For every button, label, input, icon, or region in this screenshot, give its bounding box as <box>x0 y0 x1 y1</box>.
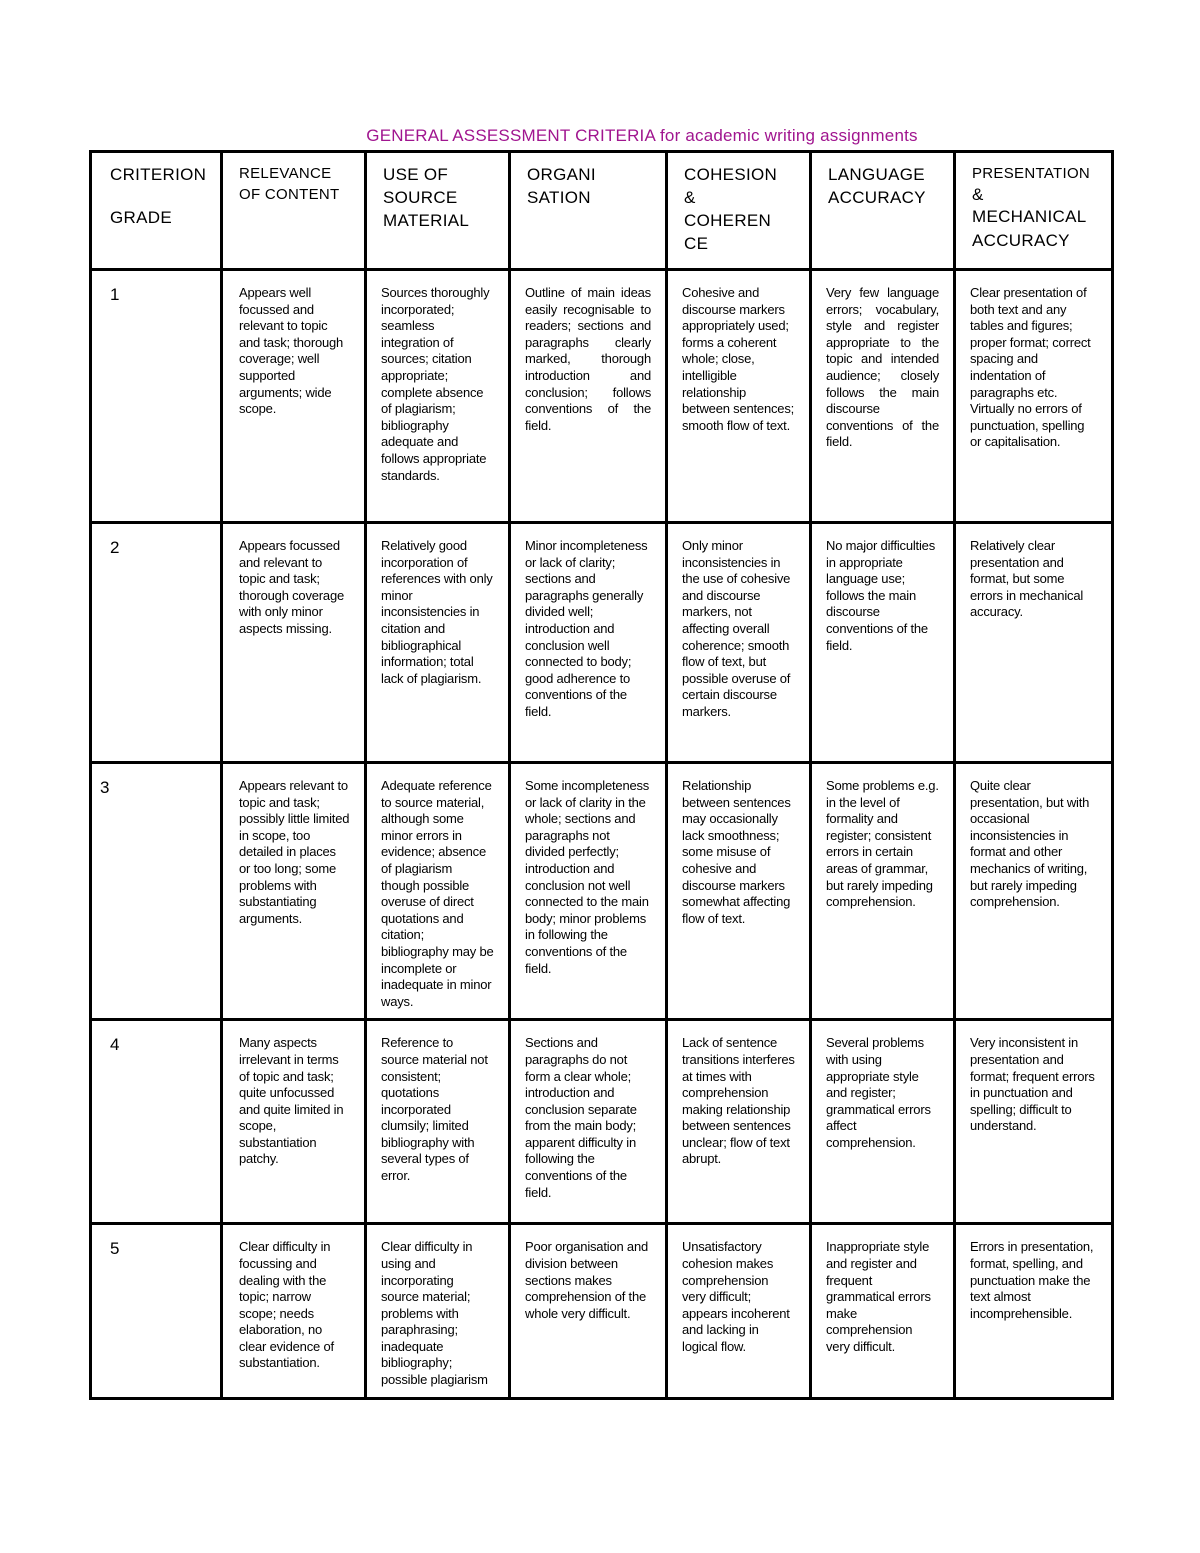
grade-value: 2 <box>110 538 120 557</box>
relevance-cell <box>222 270 366 523</box>
header-criterion: CRITERION <box>110 165 207 184</box>
cohesion-cell <box>667 763 811 1020</box>
presentation-cell <box>955 1224 1113 1398</box>
organisation-text: Minor incompleteness or lack of clarity; sections and paragraphs generally divided well; introduction and conclusion well connected to body; good adherence to conventions of the field. <box>525 538 648 719</box>
presentation-text: Relatively clear presentation and format, but some errors in mechanical accuracy. <box>970 538 1084 620</box>
source-cell <box>366 270 510 523</box>
relevance-cell <box>222 1020 366 1224</box>
header-cohesion-line1: COHESION <box>684 165 778 184</box>
header-presentation-line4: ACCURACY <box>972 231 1070 250</box>
organisation-text: Some incompleteness or lack of clarity in the whole; sections and paragraphs not divided perfectly; introduction and conclusion not well connected to the main body; minor problems in following the conventions of the field. <box>525 778 650 976</box>
language-cell <box>811 1020 955 1224</box>
header-organisation <box>510 152 667 270</box>
table-row <box>91 1020 1113 1224</box>
header-cohesion <box>667 152 811 270</box>
header-cohesion-line2: & <box>684 188 696 207</box>
language-text: No major difficulties in appropriate language use; follows the main discourse conventions of the field. <box>826 538 935 653</box>
language-cell <box>811 1224 955 1398</box>
header-language-line1: LANGUAGE <box>828 165 925 184</box>
presentation-text: Quite clear presentation, but with occasional inconsistencies in format and other mechanics of writing, but rarely impeding comprehension. <box>970 778 1090 910</box>
source-text: Relatively good incorporation of references with only minor inconsistencies in citation and bibliographical information; total lack of plagiarism. <box>381 538 493 686</box>
table-row <box>91 1224 1113 1398</box>
grade-cell <box>91 763 222 1020</box>
source-text: Clear difficulty in using and incorporating source material; problems with paraphrasing; inadequate bibliography; possible plagiarism <box>381 1239 488 1388</box>
table-row <box>91 270 1113 523</box>
relevance-text: Appears focussed and relevant to topic and task; thorough coverage with only minor aspects missing. <box>239 538 345 636</box>
relevance-cell <box>222 763 366 1020</box>
header-presentation <box>955 152 1113 270</box>
cohesion-cell <box>667 270 811 523</box>
header-source-material <box>366 152 510 270</box>
cohesion-text: Cohesive and discourse markers appropriately used; forms a coherent whole; close, intelligible relationship between sentences; smooth flow of text. <box>682 285 795 433</box>
relevance-text: Appears relevant to topic and task; possibly little limited in scope, too detailed in places or too long; some problems with substantiating arguments. <box>239 778 350 926</box>
grade-value: 1 <box>110 285 120 304</box>
relevance-text: Clear difficulty in focussing and dealing with the topic; narrow scope; needs elaboration, no clear evidence of substantiation. <box>239 1239 334 1371</box>
cohesion-text: Relationship between sentences may occasionally lack smoothness; some misuse of cohesive and discourse markers somewhat affecting flow of text. <box>682 778 791 926</box>
language-text: Very few language errors; vocabulary, style and register appropriate to the topic and intended audience; closely follows the main discourse conventions of the field. <box>826 285 939 450</box>
grade-cell <box>91 270 222 523</box>
header-relevance-line2: OF CONTENT <box>239 186 340 203</box>
assessment-criteria-table <box>89 150 1114 1400</box>
grade-value: 5 <box>110 1239 120 1259</box>
header-presentation-line2: & <box>972 185 984 204</box>
header-organisation-line2: SATION <box>527 188 591 207</box>
header-source-line3: MATERIAL <box>383 211 470 230</box>
source-text: Sources thoroughly incorporated; seamless integration of sources; citation appropriate; complete absence of plagiarism; bibliography adequate and follows appropriate standards. <box>381 285 490 483</box>
source-cell <box>366 763 510 1020</box>
cohesion-text: Only minor inconsistencies in the use of cohesive and discourse markers, not affecting overall coherence; smooth flow of text, but possible overuse of certain discourse markers. <box>682 538 791 719</box>
header-presentation-line3: MECHANICAL <box>972 207 1087 226</box>
header-relevance-line1: RELEVANCE <box>239 165 332 182</box>
header-organisation-line1: ORGANI <box>527 165 596 184</box>
cohesion-cell <box>667 523 811 763</box>
grade-cell <box>91 1224 222 1398</box>
header-row <box>91 152 1113 270</box>
cohesion-cell <box>667 1224 811 1398</box>
organisation-text: Sections and paragraphs do not form a clear whole; introduction and conclusion separate from the main body; apparent difficulty in following the conventions of the field. <box>525 1035 637 1200</box>
relevance-cell <box>222 1224 366 1398</box>
organisation-text: Poor organisation and division between sections makes comprehension of the whole very difficult. <box>525 1239 649 1321</box>
header-source-line1: USE OF <box>383 165 449 184</box>
cohesion-cell <box>667 1020 811 1224</box>
grade-value: 3 <box>100 778 110 797</box>
organisation-cell <box>510 1020 667 1224</box>
presentation-cell <box>955 270 1113 523</box>
language-cell <box>811 763 955 1020</box>
source-cell <box>366 1020 510 1224</box>
organisation-text: Outline of main ideas easily recognisable to readers; sections and paragraphs clearly marked, thorough introduction and conclusion; follows conventions of the field. <box>525 285 651 433</box>
relevance-text: Many aspects irrelevant in terms of topic and task; quite unfocussed and quite limited in scope, substantiation patchy. <box>239 1035 344 1167</box>
cohesion-text: Unsatisfactory cohesion makes comprehension very difficult; appears incoherent and lacking in logical flow. <box>682 1239 790 1354</box>
cohesion-text: Lack of sentence transitions interferes at times with comprehension making relationship between sentences unclear; flow of text abrupt. <box>682 1035 795 1167</box>
organisation-cell <box>510 763 667 1020</box>
relevance-text: Appears well focussed and relevant to topic and task; thorough coverage; well supported arguments; wide scope. <box>239 285 344 417</box>
presentation-cell <box>955 763 1113 1020</box>
organisation-cell <box>510 270 667 523</box>
presentation-cell <box>955 523 1113 763</box>
source-text: Reference to source material not consistent; quotations incorporated clumsily; limited bibliography with several types of error. <box>381 1035 488 1184</box>
source-cell <box>366 1224 510 1398</box>
source-cell <box>366 523 510 763</box>
header-criterion-grade <box>91 152 222 270</box>
organisation-cell <box>510 523 667 763</box>
relevance-cell <box>222 523 366 763</box>
page-title: GENERAL ASSESSMENT CRITERIA for academic writing assignments <box>366 126 918 145</box>
presentation-text: Clear presentation of both text and any tables and figures; proper format; correct spacing and indentation of paragraphs etc. Virtually no errors of punctuation, spelling or capitalisation. <box>970 285 1091 450</box>
header-grade: GRADE <box>110 208 172 227</box>
table-row <box>91 523 1113 763</box>
header-language-accuracy <box>811 152 955 270</box>
header-cohesion-line4: CE <box>684 234 709 253</box>
header-language-line2: ACCURACY <box>828 188 926 207</box>
header-source-line2: SOURCE <box>383 188 458 207</box>
header-cohesion-line3: COHEREN <box>684 211 772 230</box>
language-text: Some problems e.g. in the level of formality and register; consistent errors in certain areas of grammar, but rarely impeding comprehension. <box>826 778 939 910</box>
organisation-cell <box>510 1224 667 1398</box>
language-cell <box>811 270 955 523</box>
presentation-cell <box>955 1020 1113 1224</box>
header-presentation-line1: PRESENTATION <box>972 165 1091 182</box>
table-row <box>91 763 1113 1020</box>
grade-cell <box>91 523 222 763</box>
source-text: Adequate reference to source material, although some minor errors in evidence; absence of plagiarism though possible overuse of direct quotations and citation; bibliography may be incomplete or inadequate in minor ways. <box>381 778 494 1009</box>
language-text: Inappropriate style and register and frequent grammatical errors make comprehension very difficult. <box>826 1239 931 1354</box>
presentation-text: Errors in presentation, format, spelling, and punctuation make the text almost incomprehensible. <box>970 1239 1094 1321</box>
header-relevance <box>222 152 366 270</box>
grade-cell <box>91 1020 222 1224</box>
grade-value: 4 <box>110 1035 120 1055</box>
language-cell <box>811 523 955 763</box>
language-text: Several problems with using appropriate style and register; grammatical errors affect comprehension. <box>826 1035 931 1150</box>
presentation-text: Very inconsistent in presentation and format; frequent errors in punctuation and spelling; difficult to understand. <box>970 1035 1095 1134</box>
